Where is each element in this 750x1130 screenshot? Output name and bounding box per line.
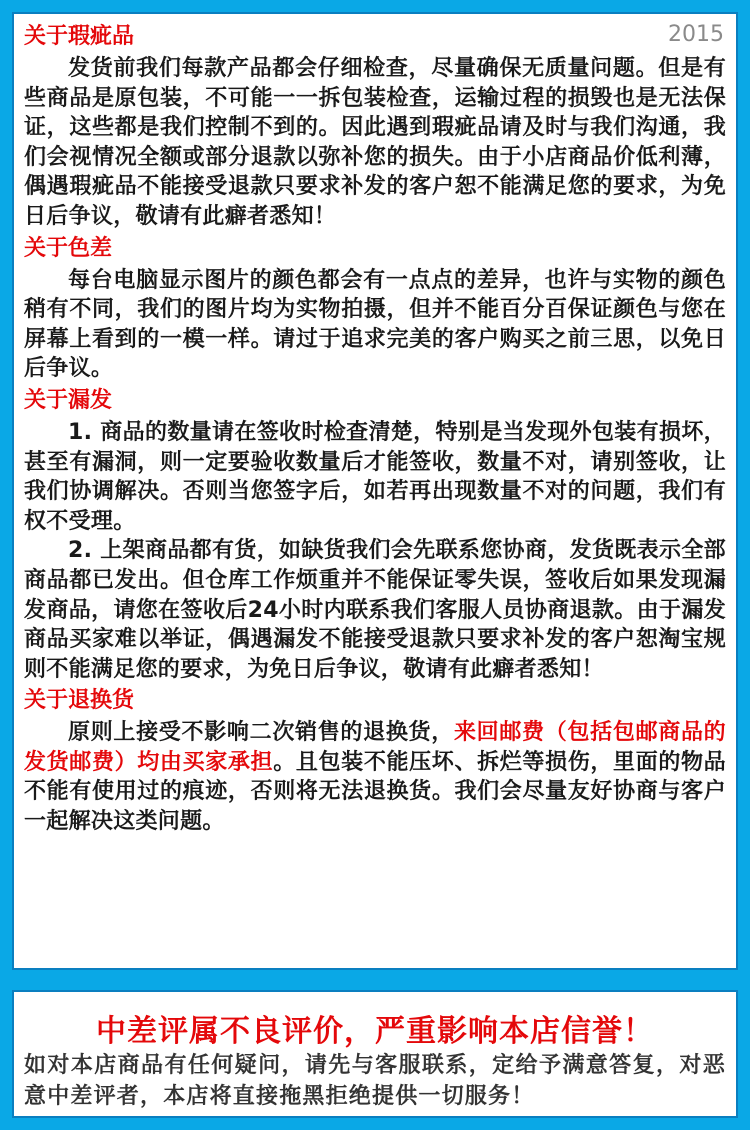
footer-panel — [12, 990, 738, 1118]
section-paragraph: 每台电脑显示图片的颜色都会有一点点的差异，也许与实物的颜色稍有不同，我们的图片均为实物拍摄，但并不能百分百保证颜色与您在屏幕上看到的一模一样。请过于追求完美的客户购买之前三思，以免日后争议。 — [24, 267, 726, 382]
footer-title: 中差评属不良评价，严重影响本店信誉！ — [96, 1014, 654, 1049]
section-defects — [24, 20, 726, 232]
section-heading: 关于瑕疵品 — [24, 24, 135, 49]
returns-text-after: 。且包装不能压坏、拆烂等损伤，里面的物品不能有使用过的痕迹，否则将无法退换货。我们会尽量友好协商与客户一起解决这类问题。 — [24, 749, 726, 835]
section-heading: 关于色差 — [24, 235, 113, 261]
section-paragraph: 发货前我们每款产品都会仔细检查，尽量确保无质量问题。但是有些商品是原包装，不可能一一拆包装检查，运输过程的损毁也是无法保证，这些都是我们控制不到的。因此遇到瑕疵品请及时与我们沟通，我们会视情况全额或部分退款以弥补您的损失。由于小店商品价低利薄，偶遇瑕疵品不能接受退款只要求补发的客户恕不能满足您的要求，为免日后争议，敬请有此癖者悉知！ — [24, 56, 726, 229]
year-label: 2015 — [668, 22, 724, 47]
section-color-difference — [24, 232, 726, 384]
section-missing-items — [24, 384, 726, 684]
returns-paragraph — [24, 718, 726, 836]
section-heading: 关于退换货 — [24, 688, 135, 714]
section-paragraph: 2. 上架商品都有货，如缺货我们会先联系您协商，发货既表示全部商品都已发出。但仓库工作烦重并不能保证零失误，签收后如果发现漏发商品，请您在签收后24小时内联系我们客服人员协商退款。由于漏发商品买家难以举证，偶遇漏发不能接受退款只要求补发的客户恕淘宝规则不能满足您的要求，为免日后争议，敬请有此癖者悉知！ — [24, 538, 726, 682]
returns-shipping-highlight: 来回邮费（包括包邮商品的发货邮费）均由买家承担 — [24, 720, 726, 775]
footer-text: 如对本店商品有任何疑问，请先与客服联系，定给予满意答复，对恶意中差评者，本店将直接拖黑拒绝提供一切服务！ — [24, 1053, 726, 1109]
notice-panel — [12, 12, 738, 970]
returns-text-before: 原则上接受不影响二次销售的退换货， — [68, 720, 454, 746]
section-paragraph: 1. 商品的数量请在签收时检查清楚，特别是当发现外包装有损坏，甚至有漏洞，则一定要验收数量后才能签收，数量不对，请别签收，让我们协调解决。否则当您签字后，如若再出现数量不对的问题，我们有权不受理。 — [24, 419, 726, 534]
section-heading: 关于漏发 — [24, 387, 113, 413]
section-returns — [24, 684, 726, 836]
